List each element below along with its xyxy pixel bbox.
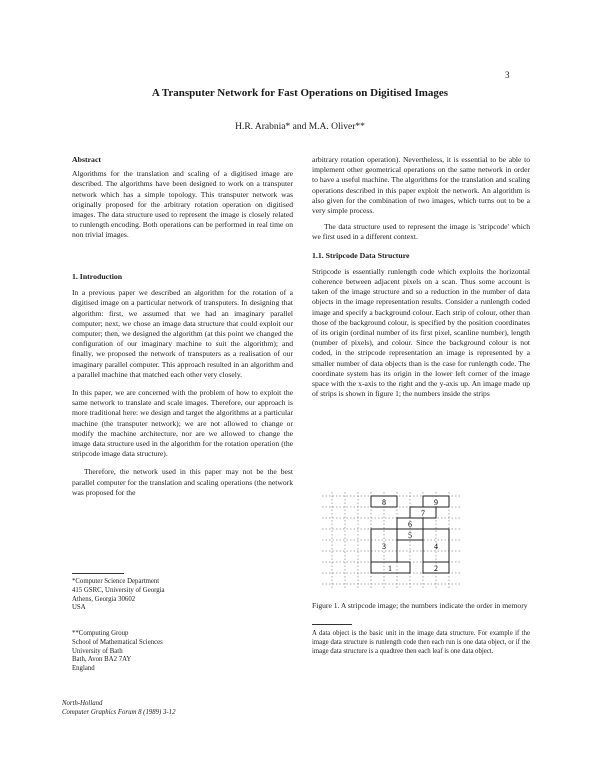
address-line: Bath, Avon BA2 7AY [72, 656, 132, 664]
intro-paragraph-2: In this paper, we are concerned with the problem of how to exploit the same network to translate and scale images. Therefore, our approach is more traditional here: we design and target the algorithms at a particular machine (the transputer network); we are not allowed to change or modify the machine architecture, nor are we allowed to change the image data structure used in the algorithm for the rotation operation (the stripcode image data structure). [72, 388, 293, 459]
strip-label-4: 4 [434, 542, 438, 551]
strip-label-2: 2 [434, 564, 438, 573]
address-line: England [72, 665, 95, 673]
page-number: 3 [505, 70, 510, 80]
paper-title: A Transputer Network for Fast Operations on Digitised Images [151, 87, 449, 99]
introduction-section [72, 272, 293, 498]
address-line: USA [72, 604, 86, 612]
intro-paragraph-3: Therefore, the network used in this paper may not be the best parallel computer for the translation and scaling operations (the network was proposed for the [72, 467, 293, 497]
abstract-text: Algorithms for the translation and scaling of a digitised image are described. The algorithms have been designed to work on a transputer network which has a simple topology. This transputer network was originally proposed for the arbitrary rotation operation on digitised images. The data structure used to represent the image is closely related to runlength encoding. Both operations can be performed in real time on non trivial images. [72, 169, 293, 240]
strip-label-9: 9 [434, 498, 438, 507]
stripcode-figure [312, 492, 472, 590]
figure-caption: Figure 1. A stripcode image; the numbers indicate the order in memory [312, 601, 528, 610]
journal-line: Computer Graphics Forum 8 (1989) 3-12 [62, 708, 176, 716]
strip-label-1: 1 [388, 564, 392, 573]
footnote-data-object: A data object is the basic unit in the image data structure. For example if the image data structure is runlength code then each run is one data object, or if the image data structure is a quadtree then each leaf is one data object. [312, 630, 530, 655]
footnote-rule-right [312, 624, 352, 625]
strip-label-8: 8 [382, 498, 386, 507]
right-paragraph-3: Stripcode is essentially runlength code which exploits the horizontal coherence between adjacent pixels on a scan. Thus some account is taken of the image structure and so a reduction in the number of data objects in the image representation results. Consider a runlength coded image and specify a background colour. Each strip of colour, other than those of the background colour, is specified by the position coordinates of its origin (ordinal number of its first pixel, scanline number), length (number of pixels), and colour. Since the background colour is not coded, in the stripcode representation an image is represented by a smaller number of data objects than is the case for runlength code. The coordinate system has its origin in the lower left corner of the image space with the x-axis to the right and the y-axis up. An image made up of strips is shown in figure 1; the numbers inside the strips [312, 266, 530, 399]
footnote-rule [72, 573, 124, 574]
paper-authors: H.R. Arabnia* and M.A. Oliver** [235, 122, 365, 132]
strip-label-7: 7 [421, 509, 425, 518]
address-line: 415 GSRC, University of Georgia [72, 586, 165, 594]
address-line: *Computer Science Department [72, 578, 160, 585]
introduction-heading: 1. Introduction [72, 272, 123, 281]
intro-paragraph-1: In a previous paper we described an algorithm for the rotation of a digitised image on a particular network of transputers. In designing that algorithm: first, we assumed that we had an imaginary parallel computer; next, we chose an image data structure that could exploit our computer; then, we designed the algorithm (at this point we changed the configuration of our imaginary machine to suit the algorithm); and finally, we proposed the network of transputers as a realisation of our imaginary parallel computer. This approach resulted in an algorithm and a parallel machine that matched each other very closely. [72, 288, 293, 379]
right-column-text [312, 155, 530, 399]
publisher-info [62, 700, 282, 718]
figure-grid [322, 492, 462, 588]
right-paragraph-2: The data structure used to represent the image is 'stripcode' which we first used in a different context. [312, 222, 530, 242]
stripcode-section-heading: 1.1. Stripcode Data Structure [312, 250, 410, 260]
strip-label-3: 3 [382, 542, 386, 551]
address-block-1 [72, 578, 272, 613]
publisher-line: North-Holland [62, 700, 103, 707]
address-line: University of Bath [72, 647, 123, 655]
address-line: School of Mathematical Sciences [72, 638, 163, 646]
strip-label-5: 5 [408, 531, 412, 540]
abstract-section [72, 155, 293, 241]
address-line: Athens, Georgia 30602 [72, 595, 136, 603]
address-block-2 [72, 630, 272, 674]
right-paragraph-1: arbitrary rotation operation). Nevertheless, it is essential to be able to implement other geometrical operations on the same network in order to have a useful machine. The algorithms for the translation and scaling operations described in this paper exploit the network. An algorithm is also given for the combination of two images, which turns out to be a very simple process. [312, 155, 530, 216]
address-line: **Computing Group [72, 630, 129, 637]
strip-label-6: 6 [408, 520, 412, 529]
abstract-heading: Abstract [72, 155, 102, 164]
